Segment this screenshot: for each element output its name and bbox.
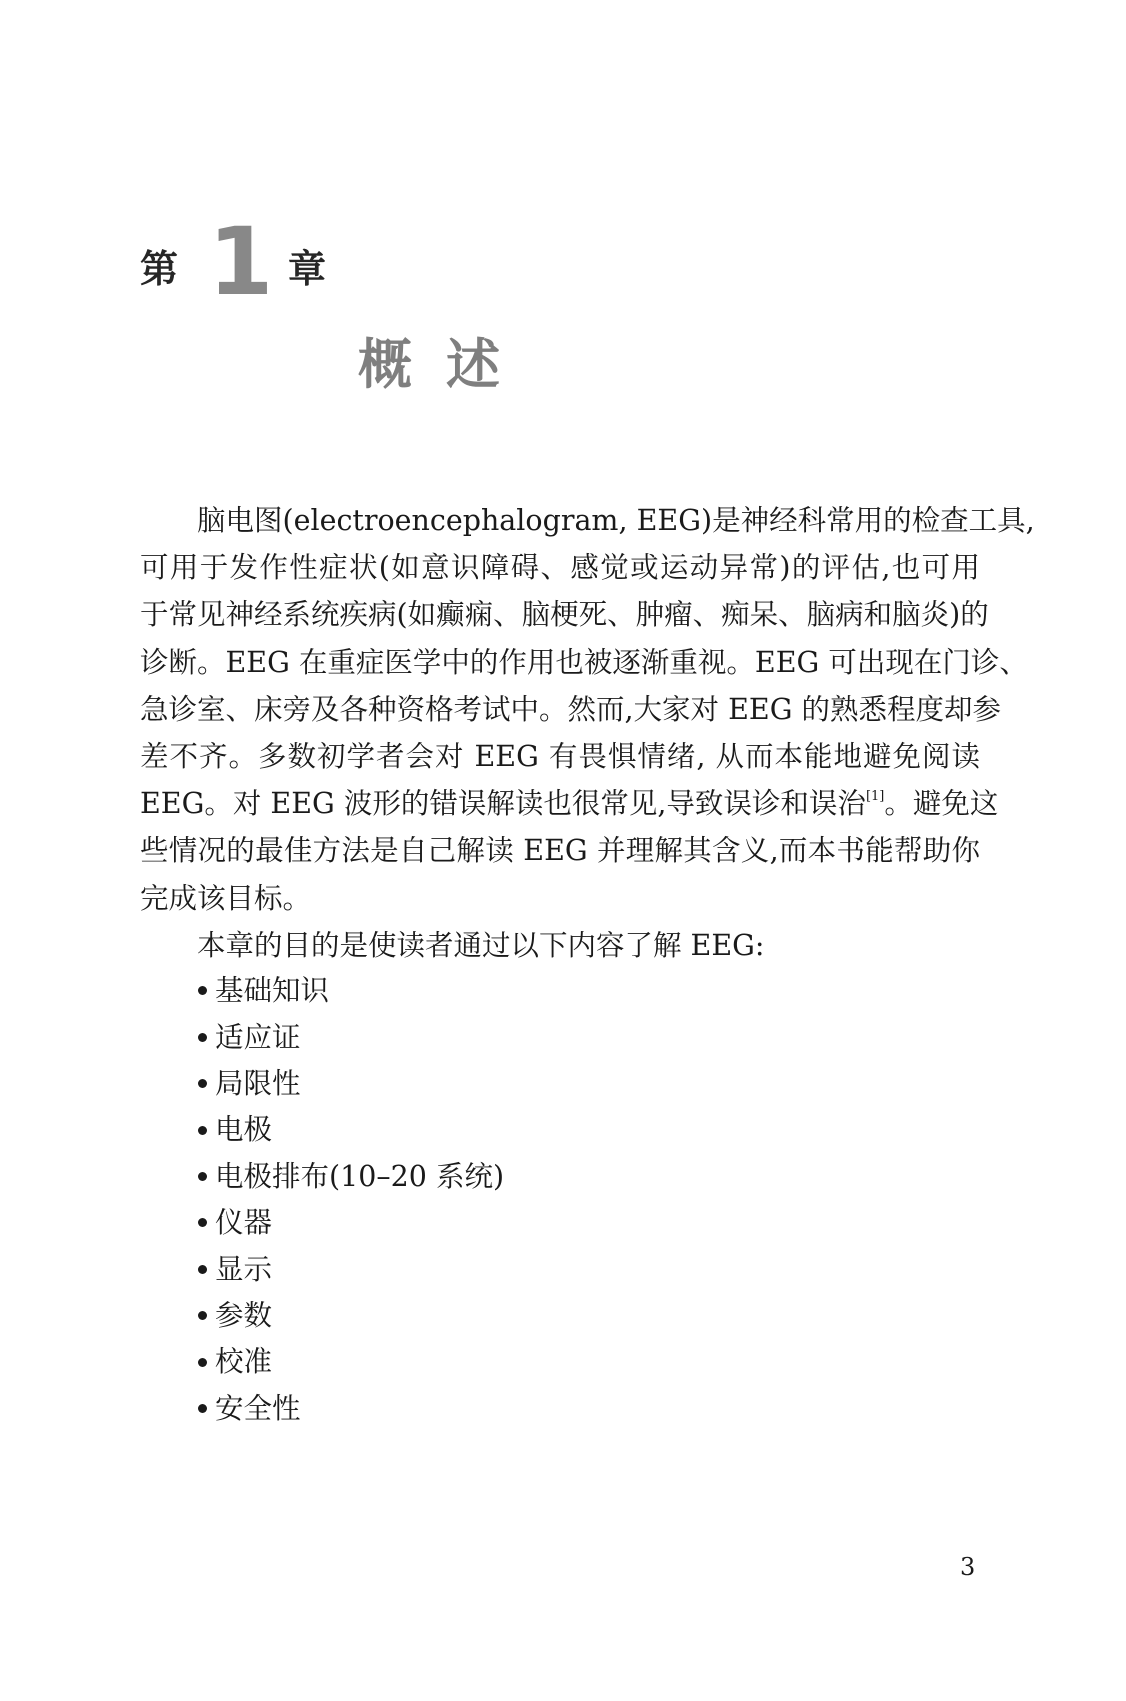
list-item xyxy=(140,1246,980,1292)
list-item xyxy=(140,968,980,1014)
citation-marker: [1] xyxy=(865,789,885,805)
chapter-heading xyxy=(140,208,540,317)
bullet-icon xyxy=(198,1311,207,1320)
list-item xyxy=(140,1200,980,1246)
paragraph-line: 急诊室、床旁及各种资格考试中。然而,大家对 EEG 的熟悉程度却参 xyxy=(140,692,1002,726)
objectives-intro: 本章的目的是使读者通过以下内容了解 EEG: xyxy=(197,928,765,962)
bullet-icon xyxy=(198,986,207,995)
list-item-label: 显示 xyxy=(215,1252,273,1286)
list-item-label: 电极 xyxy=(215,1113,273,1147)
chapter-prefix: 第 xyxy=(140,247,179,291)
bullet-icon xyxy=(198,1218,207,1227)
chapter-suffix: 章 xyxy=(288,247,327,291)
bullet-icon xyxy=(198,1404,207,1413)
list-item-label: 安全性 xyxy=(215,1391,301,1425)
list-item xyxy=(140,1385,980,1431)
list-item-label: 仪器 xyxy=(215,1206,273,1240)
line-text: EEG。对 EEG 波形的错误解读也很常见,导致误诊和误治 xyxy=(140,787,866,821)
list-item xyxy=(140,1153,980,1199)
paragraph-line: 可用于发作性症状(如意识障碍、感觉或运动异常)的评估,也可用 xyxy=(140,551,980,585)
body-text xyxy=(140,497,1035,1432)
list-item-label: 电极排布(10–20 系统) xyxy=(215,1159,505,1193)
bullet-icon xyxy=(198,1358,207,1367)
bullet-icon xyxy=(198,1172,207,1181)
list-item xyxy=(140,1107,980,1153)
paragraph-line: 完成该目标。 xyxy=(140,881,312,915)
line-text-tail: 。避免这 xyxy=(884,787,999,821)
list-item-label: 基础知识 xyxy=(215,974,330,1008)
paragraph-line: 诊断。EEG 在重症医学中的作用也被逐渐重视。EEG 可出现在门诊、 xyxy=(140,645,1028,679)
paragraph-line xyxy=(140,780,999,827)
paragraph-line: 于常见神经系统疾病(如癫痫、脑梗死、肿瘤、痴呆、脑病和脑炎)的 xyxy=(140,598,989,632)
bullet-icon xyxy=(198,1265,207,1274)
list-item-label: 适应证 xyxy=(215,1020,301,1054)
page-number: 3 xyxy=(960,1553,976,1581)
list-item xyxy=(140,1292,980,1338)
list-item-label: 参数 xyxy=(215,1299,273,1333)
list-item xyxy=(140,1014,980,1060)
intro-paragraph xyxy=(140,497,1035,922)
list-item xyxy=(140,1339,980,1385)
bullet-icon xyxy=(198,1126,207,1135)
paragraph-line: 些情况的最佳方法是自己解读 EEG 并理解其含义,而本书能帮助你 xyxy=(140,834,980,868)
paragraph-line: 差不齐。多数初学者会对 EEG 有畏惧情绪, 从而本能地避免阅读 xyxy=(140,739,980,773)
bullet-icon xyxy=(198,1079,207,1088)
chapter-title: 概述 xyxy=(358,333,534,396)
list-item-label: 局限性 xyxy=(215,1067,301,1101)
topic-list xyxy=(140,968,980,1432)
paragraph-line: 脑电图(electroencephalogram, EEG)是神经科常用的检查工具, xyxy=(197,504,1035,537)
chapter-number: 1 xyxy=(208,208,274,317)
bullet-icon xyxy=(198,1033,207,1042)
list-item xyxy=(140,1060,980,1106)
list-item-label: 校准 xyxy=(215,1345,273,1379)
